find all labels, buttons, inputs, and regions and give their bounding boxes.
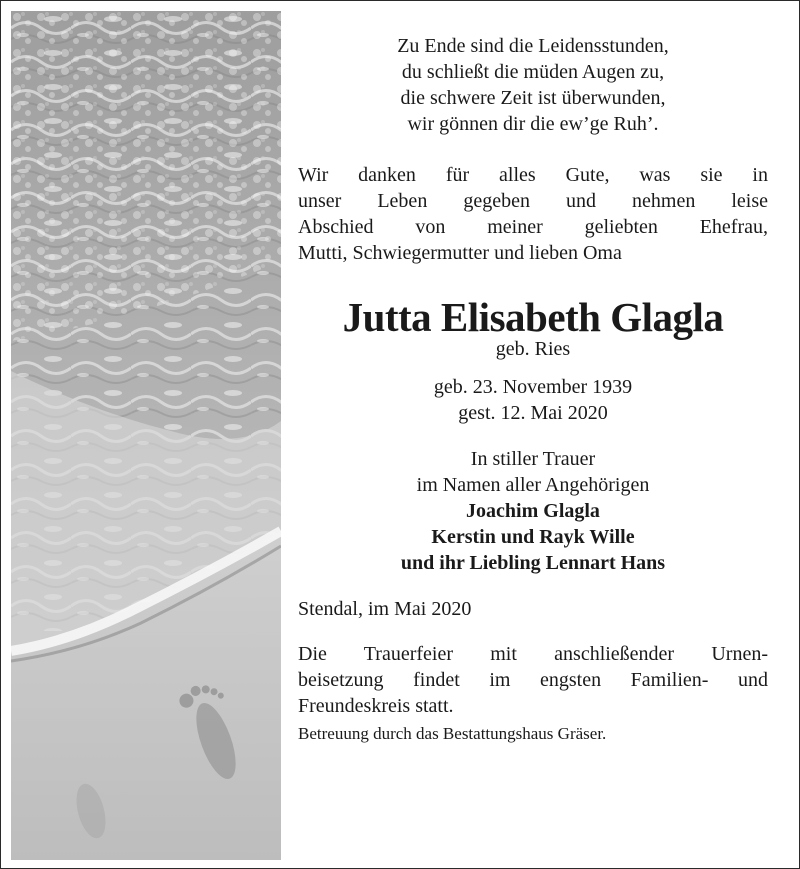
birth-date: geb. 23. November 1939 [433,376,633,398]
life-dates [298,374,768,426]
mourning-intro: In stiller Trauer [470,448,596,470]
poem-line: wir gönnen dir die ew’ge Ruh’. [407,113,659,135]
thanks-line: Abschied von meiner geliebten Ehefrau, [298,216,768,238]
poem-line: die schwere Zeit ist überwunden, [400,87,666,109]
poem [298,33,768,137]
mourners [298,446,768,576]
thanks-line: Mutti, Schwiegermutter und lieben Oma [298,242,622,264]
mourner-name: Joachim Glagla [466,500,600,522]
deceased-name: Jutta Elisabeth Glagla [342,294,724,340]
maiden-name: geb. Ries [495,338,571,360]
poem-line: du schließt die müden Augen zu, [401,61,665,83]
funeral-service-note: Betreuung durch das Bestattungshaus Gräser. [298,724,607,743]
mourner-name: und ihr Liebling Lennart Hans [400,552,666,574]
funeral-line: Die Trauerfeier mit anschließender Urnen- [298,643,768,665]
mourner-name: Kerstin und Rayk Wille [431,526,635,548]
funeral-line: Freundeskreis statt. [298,695,454,717]
funeral-line: beisetzung findet im engsten Familien- und [298,669,768,691]
thanks-line: unser Leben gegeben und nehmen leise [298,190,768,212]
thanks-paragraph [298,162,768,266]
mourning-intro: im Namen aller Angehörigen [416,474,650,496]
death-date: gest. 12. Mai 2020 [458,402,608,424]
funeral-notice [298,641,768,719]
poem-line: Zu Ende sind die Leidensstunden, [397,35,669,57]
obituary-text [298,29,768,745]
place-date: Stendal, im Mai 2020 [298,598,472,620]
beach-waves-footprints-image [11,11,281,860]
thanks-line: Wir danken für alles Gute, was sie in [298,164,768,186]
